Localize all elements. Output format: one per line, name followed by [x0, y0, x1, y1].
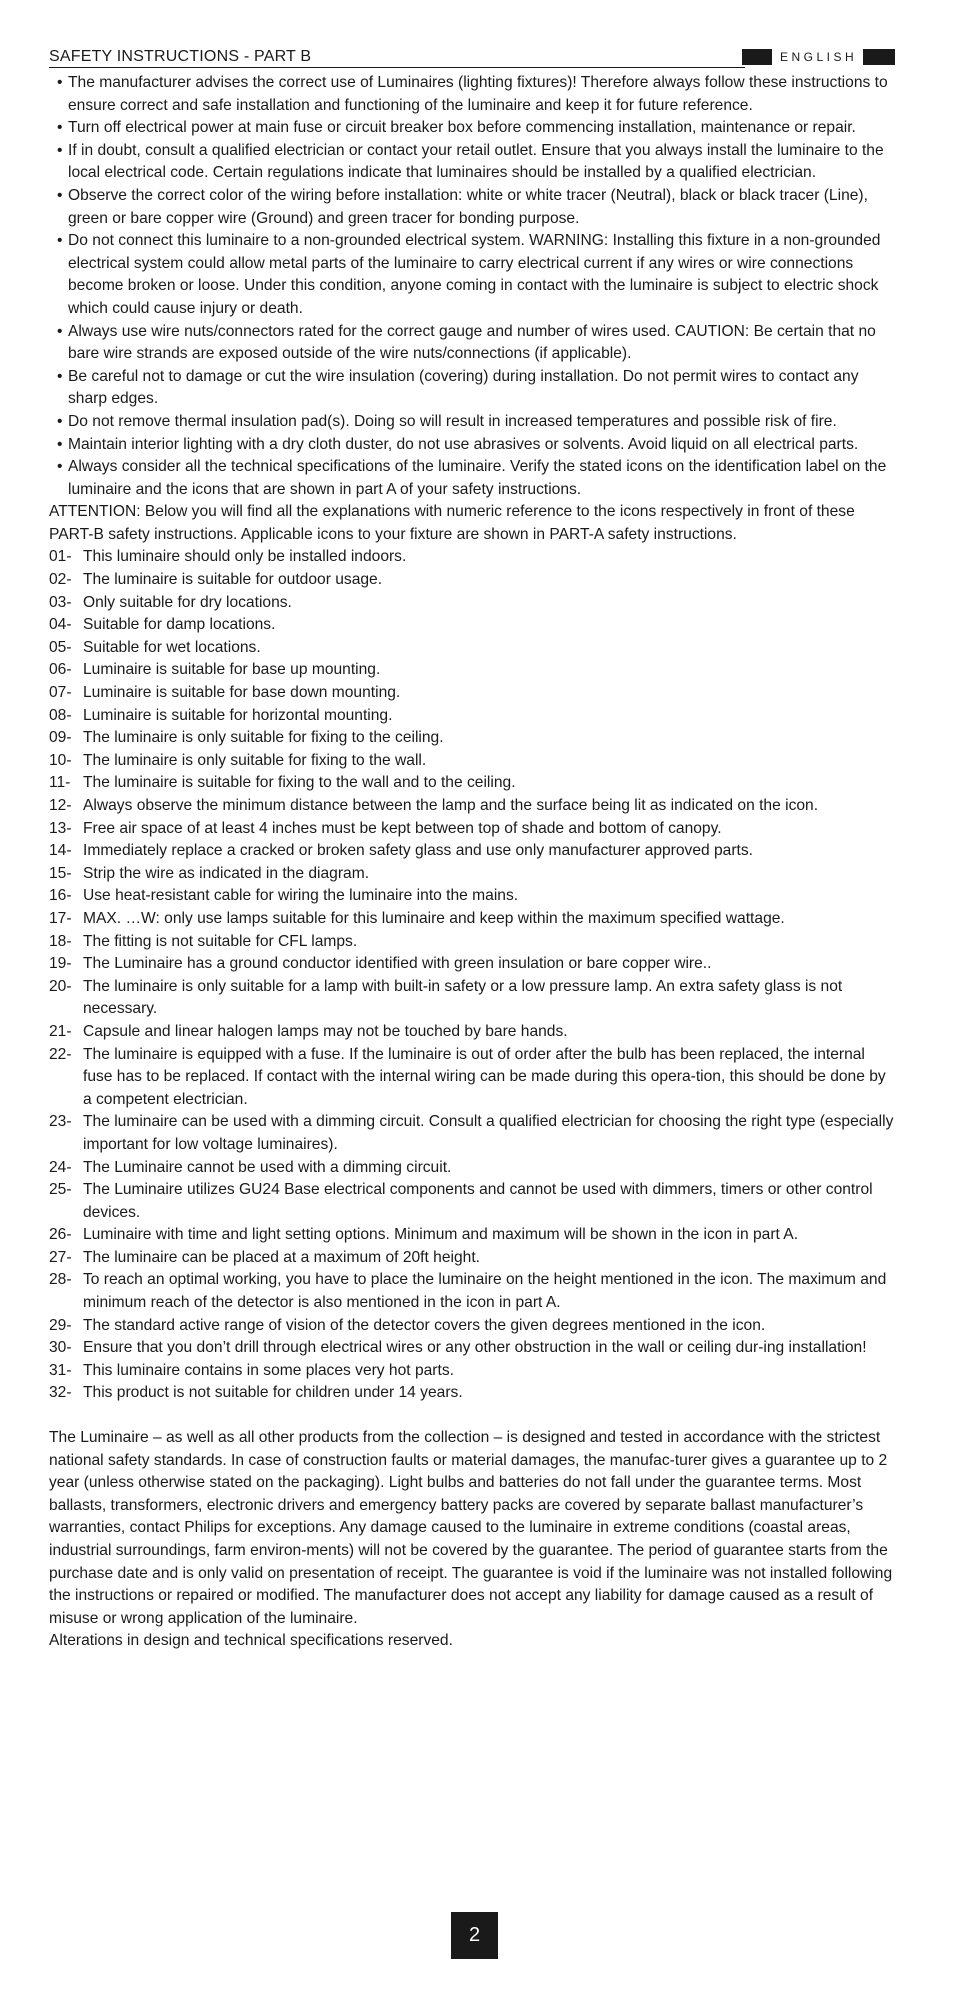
attention-paragraph: ATTENTION: Below you will find all the explanations with numeric reference to the icons respectively in front of these PART-B safety instructions. Applicable icons to your fixture are shown in PART-A safety instructions.: [49, 503, 855, 543]
language-label: ENGLISH: [780, 50, 858, 64]
icon-number: 25-: [49, 1181, 72, 1199]
icon-explanation-text: The Luminaire cannot be used with a dimming circuit.: [83, 1158, 452, 1176]
icon-explanation-item: [49, 795, 895, 818]
icon-number: 27-: [49, 1248, 72, 1266]
icon-explanation-item: [49, 1247, 895, 1270]
icon-number: 05-: [49, 638, 72, 656]
safety-bullet-item: • Always consider all the technical specifications of the luminaire. Verify the stated icons on the identification label on the luminaire and the icons that are shown in part A of your safety instructions.: [49, 456, 895, 501]
icon-number: 13-: [49, 819, 72, 837]
icon-number: 04-: [49, 616, 72, 634]
icon-explanation-text: This luminaire should only be installed indoors.: [83, 548, 407, 566]
safety-bullet-item: • Maintain interior lighting with a dry cloth duster, do not use abrasives or solvents. Avoid liquid on all electrical parts.: [49, 434, 895, 457]
icon-number: 22-: [49, 1045, 72, 1063]
safety-bullet-item: • Turn off electrical power at main fuse or circuit breaker box before commencing installation, maintenance or repair.: [49, 117, 895, 140]
icon-explanation-text: The luminaire is suitable for fixing to the wall and to the ceiling.: [83, 774, 516, 792]
icon-explanation-text: Suitable for damp locations.: [83, 616, 276, 634]
icon-explanation-item: [49, 1382, 895, 1405]
safety-bullet-item: • Be careful not to damage or cut the wire insulation (covering) during installation. Do not permit wires to contact any sharp edges.: [49, 366, 895, 411]
icon-explanation-item: [49, 1269, 895, 1314]
icon-number: 19-: [49, 955, 72, 973]
icon-number: 18-: [49, 932, 72, 950]
icon-explanation-item: [49, 1021, 895, 1044]
icon-explanation-text: Luminaire with time and light setting options. Minimum and maximum will be shown in the icon in part A.: [83, 1226, 799, 1244]
language-bar-right: [863, 49, 895, 65]
icon-number: 02-: [49, 571, 72, 589]
icon-explanation-text: To reach an optimal working, you have to place the luminaire on the height mentioned in the icon. The maximum and minimum reach of the detector is also mentioned in the icon in part A.: [83, 1271, 887, 1312]
icon-explanation-text: Only suitable for dry locations.: [83, 593, 292, 611]
icon-explanation-item: [49, 1179, 895, 1224]
icon-explanation-item: [49, 614, 895, 637]
icon-explanation-text: The luminaire is equipped with a fuse. If the luminaire is out of order after the bulb has been replaced, the internal fuse has to be replaced. If contact with the internal wiring can be made during this opera-tion, this should be done by a competent electrician.: [83, 1045, 886, 1108]
icon-explanation-text: Luminaire is suitable for base down mounting.: [83, 684, 401, 702]
safety-bullet-item: • Always use wire nuts/connectors rated for the correct gauge and number of wires used. CAUTION: Be certain that no bare wire strands are exposed outside of the wire nuts/connections (if applicable).: [49, 321, 895, 366]
icon-explanation-item: [49, 976, 895, 1021]
icon-number: 28-: [49, 1271, 72, 1289]
icon-number: 15-: [49, 864, 72, 882]
icon-number: 31-: [49, 1361, 72, 1379]
icon-number: 10-: [49, 751, 72, 769]
icon-explanation-item: [49, 705, 895, 728]
icon-explanation-text: Immediately replace a cracked or broken safety glass and use only manufacturer approved parts.: [83, 842, 754, 860]
icon-explanation-text: Use heat-resistant cable for wiring the luminaire into the mains.: [83, 887, 519, 905]
title-underline: [49, 67, 745, 68]
icon-number: 32-: [49, 1384, 72, 1402]
document-page: [49, 44, 895, 1653]
icon-explanation-item: [49, 1111, 895, 1156]
safety-bullet-item: • Observe the correct color of the wiring before installation: white or white tracer (Neutral), black or black tracer (Line), green or bare copper wire (Ground) and green tracer for bonding purpose.: [49, 185, 895, 230]
icon-explanation-text: The Luminaire utilizes GU24 Base electrical components and cannot be used with dimmers, timers or other control devices.: [83, 1181, 873, 1221]
icon-explanation-item: [49, 885, 895, 908]
icon-explanation-text: MAX. …W: only use lamps suitable for this luminaire and keep within the maximum specified wattage.: [83, 909, 785, 927]
icon-explanation-item: [49, 908, 895, 931]
icon-explanation-item: [49, 1157, 895, 1180]
icon-number: 23-: [49, 1113, 72, 1131]
icon-explanation-list: [49, 546, 895, 1405]
icon-number: 20-: [49, 977, 72, 995]
icon-explanation-text: The Luminaire has a ground conductor identified with green insulation or bare copper wire..: [83, 955, 712, 973]
safety-bullet-item: • Do not remove thermal insulation pad(s). Doing so will result in increased temperatures and possible risk of fire.: [49, 411, 895, 434]
icon-number: 14-: [49, 842, 72, 860]
icon-explanation-text: Luminaire is suitable for horizontal mounting.: [83, 706, 393, 724]
icon-explanation-item: [49, 592, 895, 615]
icon-explanation-item: [49, 569, 895, 592]
icon-number: 21-: [49, 1022, 72, 1040]
icon-explanation-item: [49, 727, 895, 750]
icon-explanation-item: [49, 818, 895, 841]
icon-explanation-item: [49, 1044, 895, 1112]
icon-explanation-item: [49, 546, 895, 569]
guarantee-paragraph: The Luminaire – as well as all other products from the collection – is designed and tested in accordance with the strictest national safety standards. In case of construction faults or material damages, the manufac-turer gives a guarantee up to 2 year (unless otherwise stated on the packaging). Light bulbs and batteries do not fall under the guarantee terms. Most ballasts, transformers, electronic drivers and emergency battery packs are covered by separate ballast manufacturer’s warranties, contact Philips for exceptions. Any damage caused to the luminaire in extreme conditions (coastal areas, industrial surroundings, farm environ-ments) will not be covered by the guarantee. The period of guarantee starts from the purchase date and is only valid on presentation of receipt. The guarantee is void if the luminaire was not installed following the instructions or repaired or modified. The manufacturer does not accept any liability for damage caused as a result of misuse or wrong application of the luminaire.: [49, 1429, 893, 1627]
page-header: [49, 44, 895, 70]
icon-explanation-text: The luminaire is only suitable for a lamp with built-in safety or a low pressure lamp. An extra safety glass is not necessary.: [83, 977, 843, 1018]
icon-explanation-text: Strip the wire as indicated in the diagram.: [83, 864, 370, 882]
icon-number: 17-: [49, 909, 72, 927]
icon-explanation-item: [49, 659, 895, 682]
icon-number: 24-: [49, 1158, 72, 1176]
icon-number: 09-: [49, 729, 72, 747]
icon-number: 30-: [49, 1339, 72, 1357]
icon-explanation-text: Luminaire is suitable for base up mounting.: [83, 661, 381, 679]
icon-number: 01-: [49, 548, 72, 566]
page-number: 2: [451, 1912, 498, 1959]
icon-number: 03-: [49, 593, 72, 611]
icon-number: 16-: [49, 887, 72, 905]
icon-explanation-text: The luminaire is suitable for outdoor usage.: [83, 571, 383, 589]
icon-explanation-item: [49, 931, 895, 954]
icon-explanation-text: The luminaire is only suitable for fixing to the ceiling.: [83, 729, 444, 747]
icon-explanation-text: The standard active range of vision of the detector covers the given degrees mentioned in the icon.: [83, 1316, 766, 1334]
safety-bullet-item: • Do not connect this luminaire to a non-grounded electrical system. WARNING: Installing this fixture in a non-grounded electrical system could allow metal parts of the luminaire to carry electrical current if any wires or wire connections become broken or loose. Under this condition, anyone coming in contact with the luminaire is subject to electric shock which could cause injury or death.: [49, 230, 895, 320]
icon-explanation-item: [49, 953, 895, 976]
icon-explanation-text: This luminaire contains in some places very hot parts.: [83, 1361, 454, 1379]
icon-explanation-item: [49, 750, 895, 773]
icon-explanation-item: [49, 1337, 895, 1360]
icon-explanation-text: The fitting is not suitable for CFL lamps.: [83, 932, 358, 950]
icon-explanation-item: [49, 637, 895, 660]
icon-number: 29-: [49, 1316, 72, 1334]
icon-number: 26-: [49, 1226, 72, 1244]
icon-number: 12-: [49, 797, 72, 814]
icon-number: 11-: [49, 774, 71, 792]
icon-explanation-item: [49, 1315, 895, 1338]
icon-explanation-text: This product is not suitable for children under 14 years.: [83, 1384, 463, 1402]
icon-number: 07-: [49, 684, 72, 702]
icon-explanation-text: The luminaire can be placed at a maximum of 20ft height.: [83, 1248, 480, 1266]
safety-bullet-item: • If in doubt, consult a qualified electrician or contact your retail outlet. Ensure that you always install the luminaire to the local electrical code. Certain regulations indicate that luminaires should be installed by a qualified electrician.: [49, 140, 895, 185]
document-body: [49, 72, 895, 1653]
icon-explanation-item: [49, 1224, 895, 1247]
safety-bullet-item: • The manufacturer advises the correct use of Luminaires (lighting fixtures)! Therefore always follow these instructions to ensure correct and safe installation and functioning of the luminaire and keep it for future reference.: [49, 72, 895, 117]
safety-bullet-list: [49, 72, 895, 501]
icon-explanation-text: Always observe the minimum distance between the lamp and the surface being lit as indicated on the icon.: [83, 797, 819, 814]
icon-explanation-text: The luminaire is only suitable for fixing to the wall.: [83, 751, 427, 769]
icon-explanation-text: The luminaire can be used with a dimming circuit. Consult a qualified electrician for choosing the right type (especially important for low voltage luminaires).: [83, 1113, 894, 1153]
icon-explanation-item: [49, 1360, 895, 1383]
language-tab: [742, 49, 895, 65]
icon-explanation-text: Ensure that you don’t drill through electrical wires or any other obstruction in the wall or ceiling dur-ing installation!: [83, 1339, 867, 1357]
icon-explanation-item: [49, 863, 895, 886]
icon-number: 06-: [49, 661, 72, 679]
icon-explanation-text: Free air space of at least 4 inches must be kept between top of shade and bottom of canopy.: [83, 819, 722, 837]
document-title: SAFETY INSTRUCTIONS - PART B: [49, 48, 312, 65]
language-bar-left: [742, 49, 772, 65]
icon-explanation-text: Capsule and linear halogen lamps may not be touched by bare hands.: [83, 1022, 568, 1040]
icon-explanation-item: [49, 840, 895, 863]
icon-explanation-item: [49, 682, 895, 705]
alterations-note: Alterations in design and technical specifications reserved.: [49, 1632, 453, 1650]
icon-explanation-text: Suitable for wet locations.: [83, 638, 261, 656]
icon-number: 08-: [49, 706, 72, 724]
icon-explanation-item: [49, 772, 895, 795]
